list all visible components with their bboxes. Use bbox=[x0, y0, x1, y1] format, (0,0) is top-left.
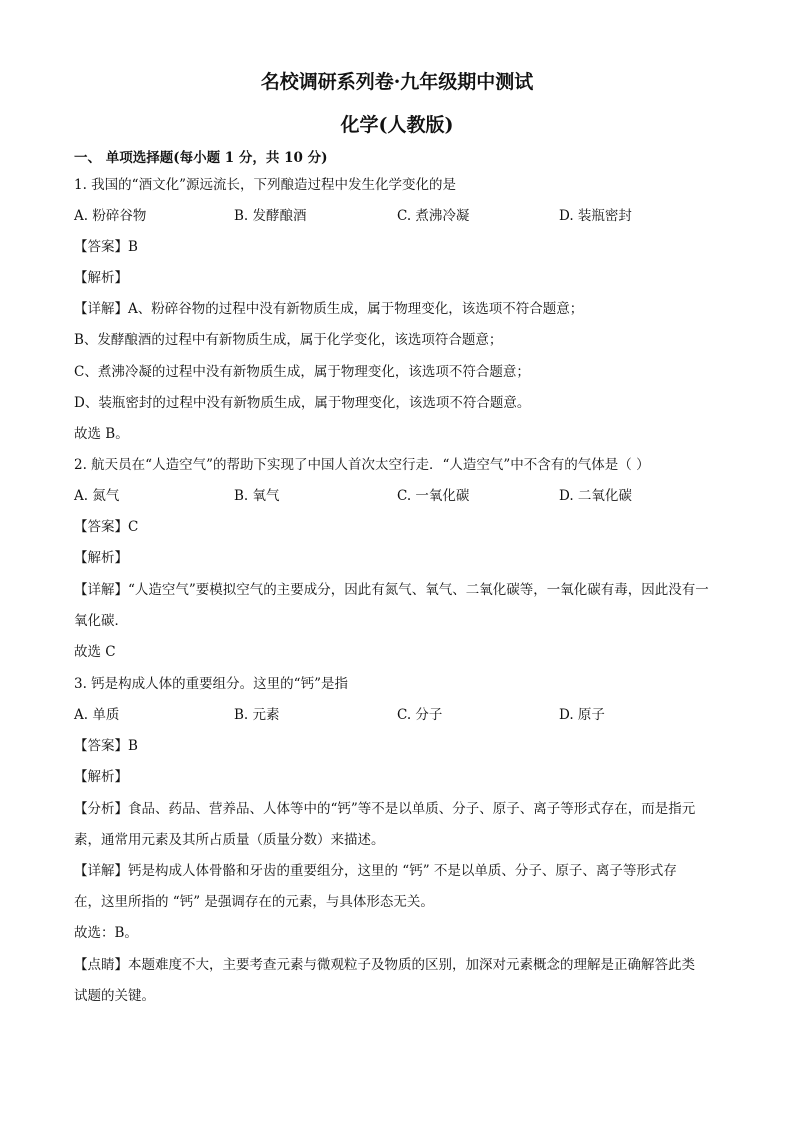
question-1-detail-line: C、煮沸冷凝的过程中没有新物质生成，属于物理变化，该选项不符合题意； bbox=[74, 364, 530, 380]
question-2-stem: 2. 航天员在“人造空气”的帮助下实现了中国人首次太空行走．“人造空气”中不含有的气体是（ ） bbox=[74, 457, 650, 473]
page-subtitle: 化学(人教版) bbox=[340, 114, 454, 136]
question-2-answer: 【答案】C bbox=[74, 519, 139, 535]
question-1-detail-line: D、装瓶密封的过程中没有新物质生成，属于物理变化，该选项不符合题意。 bbox=[74, 395, 531, 411]
question-3-detail-line: 【详解】钙是构成人体骨骼和牙齿的重要组分，这里的 “钙” 不是以单质、分子、原子、离子等形式存 bbox=[74, 863, 677, 879]
question-2-option-c: C. 一氧化碳 bbox=[397, 488, 470, 504]
question-3-analysis-label: 【解析】 bbox=[74, 769, 128, 785]
question-1-option-c: C. 煮沸冷凝 bbox=[397, 208, 470, 224]
question-3-stem: 3. 钙是构成人体的重要组分。这里的“钙”是指 bbox=[74, 676, 348, 692]
question-3-option-c: C. 分子 bbox=[397, 707, 443, 723]
question-1-option-a: A. 粉碎谷物 bbox=[74, 208, 147, 224]
question-2-analysis-label: 【解析】 bbox=[74, 550, 128, 566]
question-3-fenxi-line: 素，通常用元素及其所占质量（质量分数）来描述。 bbox=[74, 832, 385, 848]
question-3-conclusion: 故选：B。 bbox=[74, 925, 138, 941]
question-1-option-d: D. 装瓶密封 bbox=[559, 208, 632, 224]
question-3-option-b: B. 元素 bbox=[234, 707, 280, 723]
question-1-conclusion: 故选 B。 bbox=[74, 426, 129, 442]
question-2-option-d: D. 二氧化碳 bbox=[559, 488, 632, 504]
question-2-option-b: B. 氧气 bbox=[234, 488, 280, 504]
section-heading: 一、 单项选择题(每小题 1 分，共 10 分) bbox=[74, 150, 328, 166]
question-3-comment-line: 【点睛】本题难度不大，主要考查元素与微观粒子及物质的区别，加深对元素概念的理解是正确解答此类 bbox=[74, 957, 695, 973]
question-3-answer: 【答案】B bbox=[74, 738, 138, 754]
question-1-answer: 【答案】B bbox=[74, 239, 138, 255]
page-title: 名校调研系列卷·九年级期中测试 bbox=[260, 71, 534, 93]
question-1-option-b: B. 发酵酿酒 bbox=[234, 208, 307, 224]
question-1-stem: 1. 我国的“酒文化”源远流长，下列酿造过程中发生化学变化的是 bbox=[74, 177, 456, 193]
question-3-option-d: D. 原子 bbox=[559, 707, 605, 723]
question-3-comment-line: 试题的关键。 bbox=[74, 988, 155, 1004]
question-3-detail-line: 在，这里所指的 “钙” 是强调存在的元素，与具体形态无关。 bbox=[74, 894, 434, 910]
question-2-conclusion: 故选 C bbox=[74, 644, 116, 660]
question-2-detail-line: 氧化碳． bbox=[74, 613, 128, 629]
question-1-detail-line: 【详解】A、粉碎谷物的过程中没有新物质生成，属于物理变化，该选项不符合题意； bbox=[74, 301, 584, 317]
question-2-option-a: A. 氮气 bbox=[74, 488, 120, 504]
question-1-detail-line: B、发酵酿酒的过程中有新物质生成，属于化学变化，该选项符合题意； bbox=[74, 332, 503, 348]
question-2-detail-line: 【详解】“人造空气”要模拟空气的主要成分，因此有氮气、氧气、二氧化碳等，一氧化碳有毒，因此没有一 bbox=[74, 582, 709, 598]
question-1-analysis-label: 【解析】 bbox=[74, 270, 128, 286]
question-3-fenxi-line: 【分析】食品、药品、营养品、人体等中的“钙”等不是以单质、分子、原子、离子等形式存在，而是指元 bbox=[74, 801, 696, 817]
question-3-option-a: A. 单质 bbox=[74, 707, 120, 723]
